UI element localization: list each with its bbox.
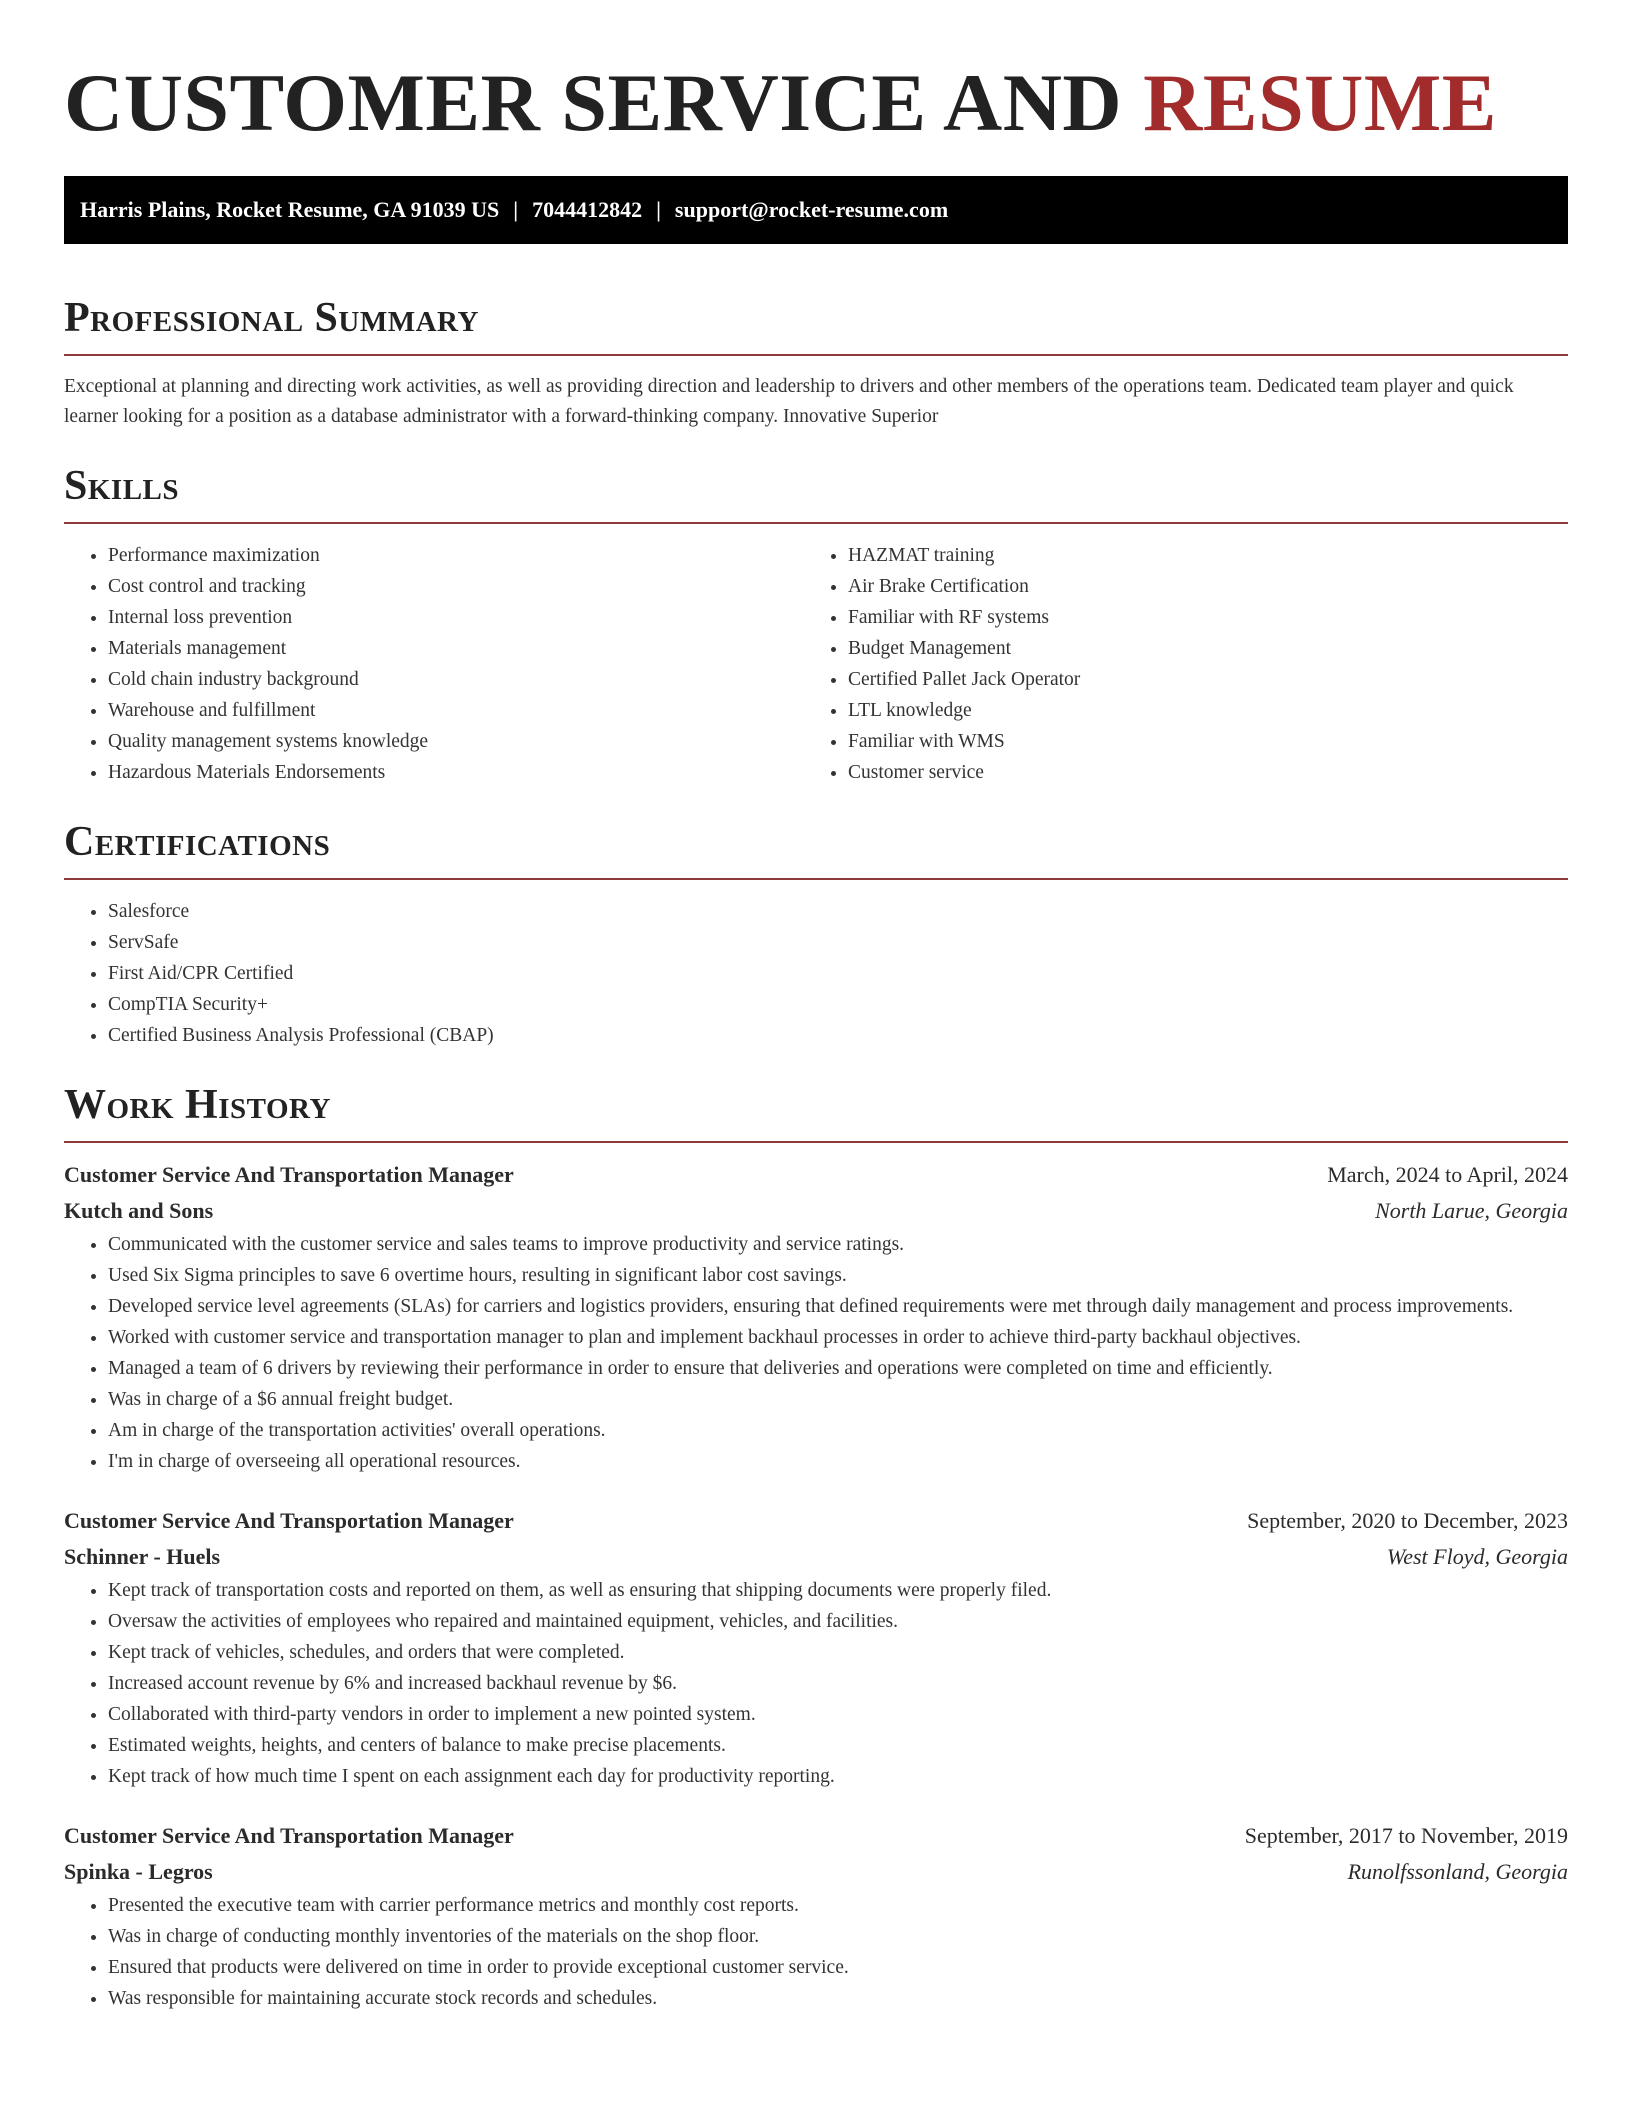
job-location: West Floyd, Georgia [1386, 1544, 1568, 1569]
job-bullet: • Was in charge of conducting monthly inventories of the materials on the shop floor. [108, 1921, 1568, 1952]
job-header-row [64, 1157, 1568, 1193]
certification-item: • ServSafe [108, 927, 1568, 958]
skill-item: • Familiar with WMS [848, 726, 1544, 757]
section-divider [64, 878, 1568, 880]
job-responsibilities [64, 1575, 1568, 1792]
work-history-section [64, 1081, 1568, 2014]
job-dates: March, 2024 to April, 2024 [1327, 1162, 1568, 1187]
job-location: Runolfssonland, Georgia [1347, 1859, 1568, 1884]
job-bullet: • Was in charge of a $6 annual freight budget. [108, 1384, 1568, 1415]
skills-grid [64, 540, 1568, 788]
job-company-row [64, 1193, 1568, 1229]
job-bullet: • Estimated weights, heights, and centers of balance to make precise placements. [108, 1730, 1568, 1761]
contact-bar [64, 176, 1568, 244]
skill-item: • Air Brake Certification [848, 571, 1544, 602]
job-bullet: • I'm in charge of overseeing all operational resources. [108, 1446, 1568, 1477]
skill-item: • Customer service [848, 757, 1544, 788]
contact-separator: | [513, 197, 519, 222]
skill-item: • Internal loss prevention [108, 602, 804, 633]
contact-address: Harris Plains, Rocket Resume, GA 91039 US [80, 197, 500, 222]
skill-item: • LTL knowledge [848, 695, 1544, 726]
job-company: Spinka - Legros [64, 1859, 213, 1884]
skills-title: Skills [64, 463, 180, 509]
certification-item: • CompTIA Security+ [108, 989, 1568, 1020]
job-bullet: • Kept track of vehicles, schedules, and orders that were completed. [108, 1637, 1568, 1668]
job-bullet: • Collaborated with third-party vendors in order to implement a new pointed system. [108, 1699, 1568, 1730]
skills-list-left [64, 540, 804, 788]
job-bullet: • Presented the executive team with carrier performance metrics and monthly cost reports. [108, 1890, 1568, 1921]
skills-column-left [64, 540, 804, 788]
job-company-row [64, 1539, 1568, 1575]
skill-item: • Materials management [108, 633, 804, 664]
job-dates: September, 2017 to November, 2019 [1244, 1823, 1568, 1848]
skill-item: • Certified Pallet Jack Operator [848, 664, 1544, 695]
section-divider [64, 1141, 1568, 1143]
job-header-row [64, 1818, 1568, 1854]
job-company: Kutch and Sons [64, 1198, 214, 1223]
contact-separator: | [656, 197, 661, 222]
job-entry [64, 1818, 1568, 2014]
job-bullet: • Oversaw the activities of employees who repaired and maintained equipment, vehicles, and facilities. [108, 1606, 1568, 1637]
job-bullet: • Developed service level agreements (SLAs) for carriers and logistics providers, ensuring that defined requirements were met through daily management and process improvements. [108, 1291, 1568, 1322]
job-bullet: • Communicated with the customer service and sales teams to improve productivity and service ratings. [108, 1229, 1568, 1260]
job-company-row [64, 1854, 1568, 1890]
job-entry [64, 1503, 1568, 1792]
job-responsibilities [64, 1890, 1568, 2014]
job-responsibilities [64, 1229, 1568, 1477]
skill-item: • Hazardous Materials Endorsements [108, 757, 804, 788]
resume-page [64, 0, 1568, 2014]
job-bullet: • Kept track of transportation costs and reported on them, as well as ensuring that shipping documents were properly filed. [108, 1575, 1568, 1606]
summary-section [64, 294, 1568, 432]
job-bullet: • Was responsible for maintaining accurate stock records and schedules. [108, 1983, 1568, 2014]
job-company: Schinner - Huels [64, 1544, 221, 1569]
contact-email: support@rocket-resume.com [674, 197, 949, 222]
certification-item: • First Aid/CPR Certified [108, 958, 1568, 989]
job-location: North Larue, Georgia [1375, 1198, 1568, 1223]
certifications-section [64, 818, 1568, 1051]
summary-text: Exceptional at planning and directing work activities, as well as providing direction and leadership to drivers and other members of the operations team. Dedicated team player and quick learner looking for a position as a database administrator with a forward-thinking company. Innovative Superior [64, 376, 1514, 427]
job-dates: September, 2020 to December, 2023 [1247, 1508, 1568, 1533]
job-header-row [64, 1503, 1568, 1539]
job-bullet: • Ensured that products were delivered on time in order to provide exceptional customer service. [108, 1952, 1568, 1983]
jobs-list [64, 1157, 1568, 2014]
job-bullet: • Worked with customer service and transportation manager to plan and implement backhaul processes in order to achieve third-party backhaul objectives. [108, 1322, 1568, 1353]
skill-item: • Budget Management [848, 633, 1544, 664]
job-title: Customer Service And Transportation Manager [64, 1508, 514, 1533]
job-title: Customer Service And Transportation Manager [64, 1823, 514, 1848]
job-bullet: • Used Six Sigma principles to save 6 overtime hours, resulting in significant labor cost savings. [108, 1260, 1568, 1291]
resume-name [64, 0, 1568, 148]
skill-item: • Familiar with RF systems [848, 602, 1544, 633]
skills-section [64, 462, 1568, 788]
certifications-list [64, 896, 1568, 1051]
job-bullet: • Managed a team of 6 drivers by reviewing their performance in order to ensure that deliveries and operations were completed on time and efficiently. [108, 1353, 1568, 1384]
certification-item: • Salesforce [108, 896, 1568, 927]
job-bullet: • Am in charge of the transportation activities' overall operations. [108, 1415, 1568, 1446]
certification-item: • Certified Business Analysis Professional (CBAP) [108, 1020, 1568, 1051]
summary-title: Professional Summary [64, 295, 479, 341]
contact-phone: 7044412842 [532, 197, 643, 222]
job-bullet: • Kept track of how much time I spent on each assignment each day for productivity reporting. [108, 1761, 1568, 1792]
skill-item: • Quality management systems knowledge [108, 726, 804, 757]
certifications-title: Certifications [64, 819, 331, 865]
skill-item: • HAZMAT training [848, 540, 1544, 571]
skill-item: • Cold chain industry background [108, 664, 804, 695]
skill-item: • Performance maximization [108, 540, 804, 571]
section-divider [64, 522, 1568, 524]
skill-item: • Warehouse and fulfillment [108, 695, 804, 726]
skills-column-right [804, 540, 1544, 788]
work-history-title: Work History [64, 1082, 331, 1128]
job-entry [64, 1157, 1568, 1477]
name-accent: RESUME [1143, 57, 1497, 148]
job-title: Customer Service And Transportation Manager [64, 1162, 514, 1187]
skill-item: • Cost control and tracking [108, 571, 804, 602]
job-bullet: • Increased account revenue by 6% and increased backhaul revenue by $6. [108, 1668, 1568, 1699]
skills-list-right [804, 540, 1544, 788]
name-main: CUSTOMER SERVICE AND [64, 57, 1123, 148]
section-divider [64, 354, 1568, 356]
